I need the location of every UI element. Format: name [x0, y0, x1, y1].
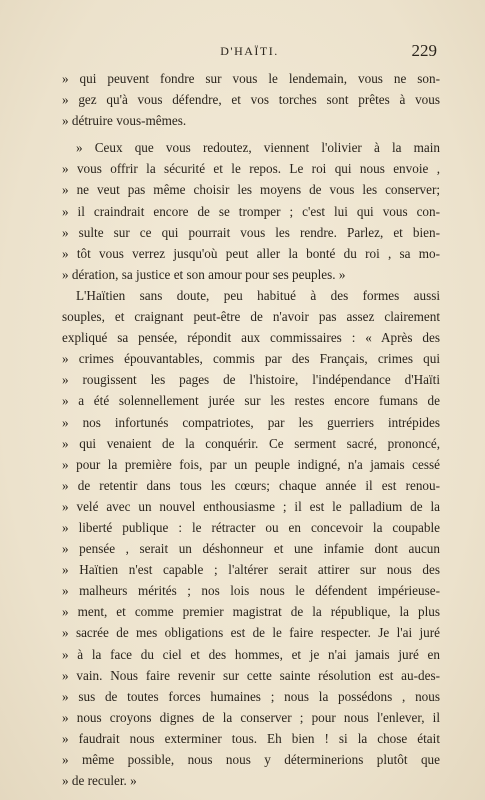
- text-line: » pensée , serait un déshonneur et une infamie dont aucun: [62, 541, 440, 557]
- text-line: » vain. Nous faire revenir sur cette sainte résolution est au-des-: [62, 667, 440, 683]
- text-line: » sus de toutes forces humaines ; nous la possédons , nous: [62, 688, 440, 704]
- text-line: » rougissent les pages de l'histoire, l'indépendance d'Haïti: [62, 372, 440, 388]
- text-line: » sulte sur ce qui pourrait vous les rendre. Parlez, et bien-: [62, 224, 440, 240]
- text-line: » même possible, nous nous y déterminerions plutôt que: [62, 752, 440, 767]
- text-line: » sacrée de mes obligations est de le faire respecter. Je l'ai juré: [62, 625, 440, 641]
- text-line: » nous croyons dignes de la conserver ; pour nous l'enlever, il: [62, 709, 440, 725]
- text-line: » qui venaient de la conquérir. Ce serment sacré, prononcé,: [62, 435, 440, 451]
- page-header: [62, 41, 437, 64]
- text-line: » velé avec un nouvel enthousiasme ; il est le palladium de la: [62, 498, 440, 514]
- text-line: » liberté publique : le rétracter ou en concevoir la coupable: [62, 519, 440, 535]
- text-line: L'Haïtien sans doute, peu habitué à des formes aussi: [76, 287, 440, 303]
- text-line: » Haïtien n'est capable ; l'altérer serait attirer sur nous des: [62, 562, 440, 578]
- paragraph: [62, 137, 440, 285]
- text-line: » crimes épouvantables, commis par des Français, crimes qui: [62, 351, 440, 367]
- page-number: 229: [411, 41, 437, 60]
- text-line: » nos infortunés compatriotes, par les guerriers intrépides: [62, 414, 440, 430]
- running-head: D'HAÏTI.: [220, 44, 279, 58]
- paragraph: [62, 68, 440, 131]
- text-line: » détruire vous-mêmes.: [62, 113, 187, 129]
- text-line: » à la face du ciel et des hommes, et je n'ai jamais juré en: [62, 646, 440, 662]
- text-line: » ne veut pas même choisir les moyens de vous les conserver;: [62, 182, 440, 198]
- text-line: » dération, sa justice et son amour pour ses peuples. »: [62, 266, 346, 282]
- text-line: » il craindrait encore de se tromper ; c'est lui qui vous con-: [62, 203, 440, 219]
- text-line: » gez qu'à vous défendre, et vos torches sont prêtes à vous: [62, 92, 440, 108]
- body-text: [62, 68, 440, 791]
- text-line: » qui peuvent fondre sur vous le lendemain, vous ne son-: [62, 71, 440, 86]
- text-line: » malheurs mérités ; nos lois nous le défendent impérieuse-: [62, 583, 440, 599]
- text-line: souples, et craignant peut-être de n'avoir pas assez clairement: [62, 309, 440, 325]
- text-line: » de retentir dans tous les cœurs; chaque année il est renou-: [62, 477, 440, 493]
- text-line: » tôt vous verrez jusqu'où peut aller la bonté du roi , sa mo-: [62, 245, 440, 261]
- text-line: » de reculer. »: [62, 773, 137, 789]
- text-line: expliqué sa pensée, répondit aux commissaires : « Après des: [62, 330, 440, 346]
- text-line: » pour la première fois, par un peuple indigné, n'a jamais cessé: [62, 456, 440, 472]
- text-line: » Ceux que vous redoutez, viennent l'olivier à la main: [76, 140, 440, 156]
- text-line: » vous offrir la sécurité et le repos. Le roi qui nous envoie ,: [62, 161, 440, 177]
- text-line: » a été solennellement jurée sur les restes encore fumans de: [62, 393, 440, 409]
- text-line: » faudrait nous exterminer tous. Eh bien ! si la chose était: [62, 730, 440, 746]
- paragraph: [62, 285, 440, 791]
- text-line: » ment, et comme premier magistrat de la république, la plus: [62, 604, 440, 620]
